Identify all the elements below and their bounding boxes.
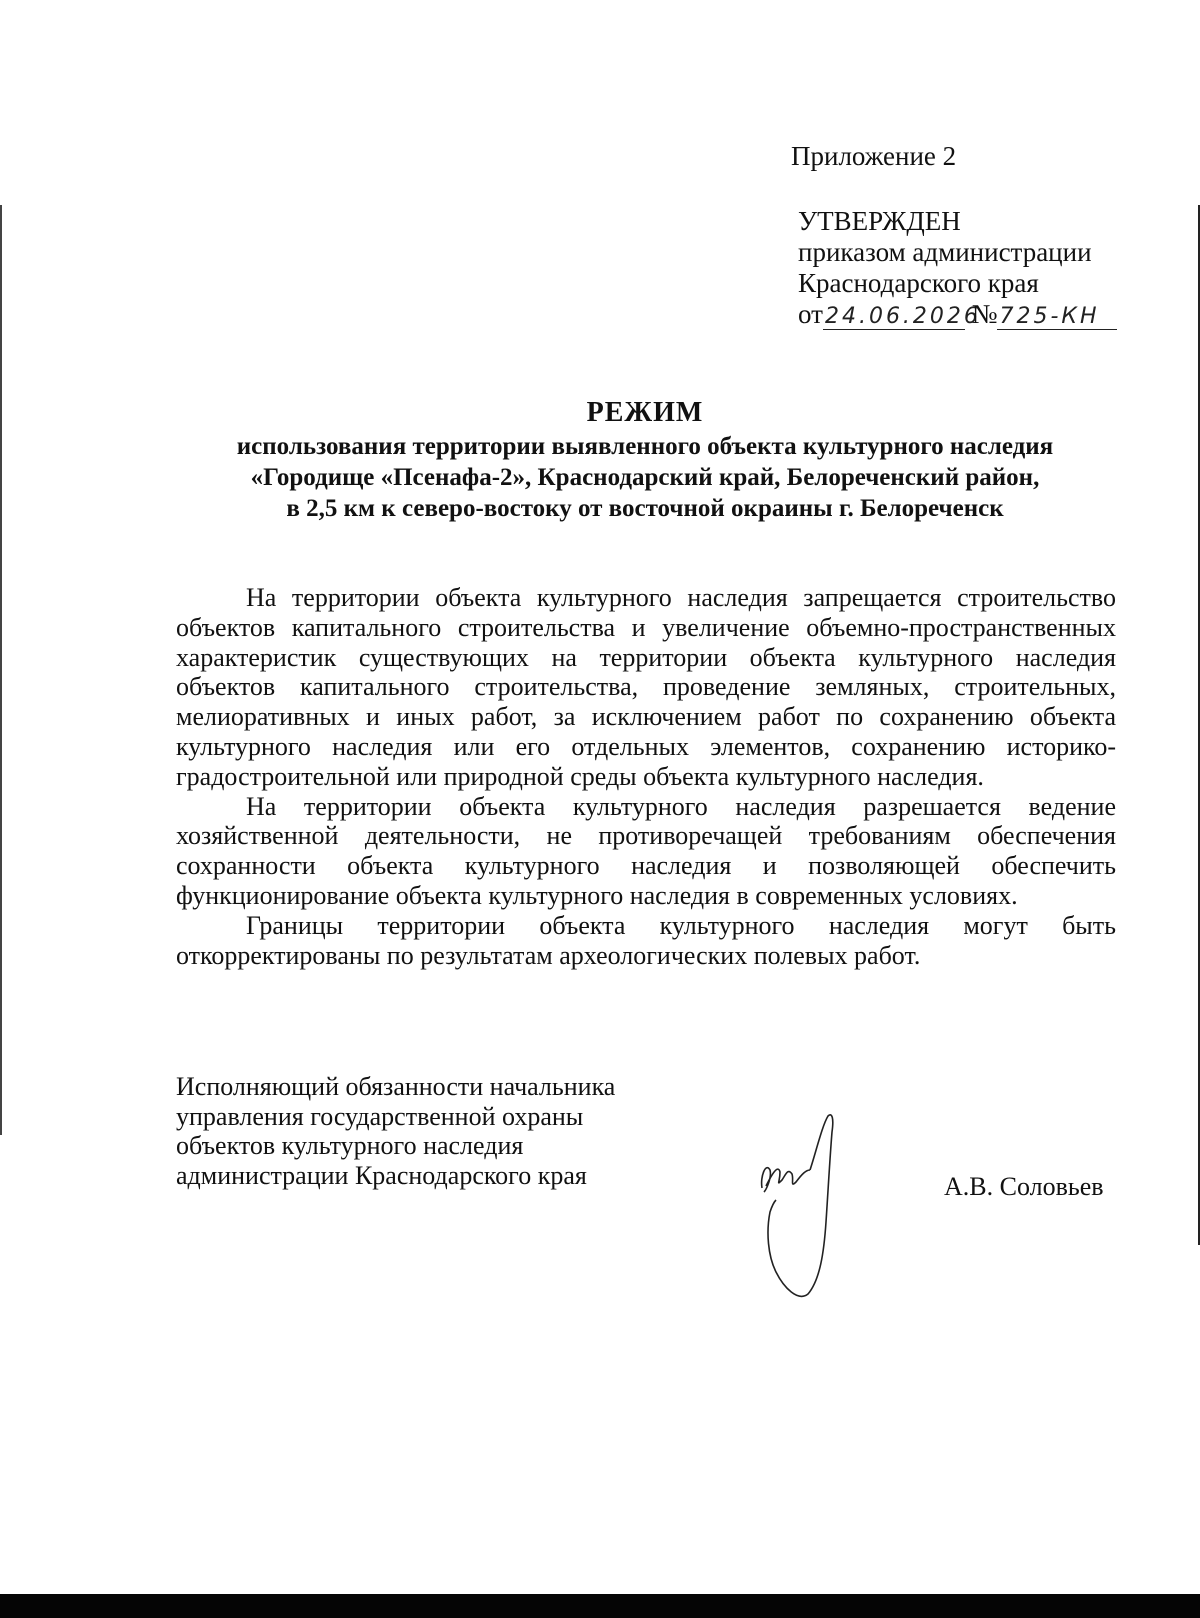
handwritten-number: 725-КН: [997, 305, 1117, 330]
document-title: [170, 395, 1120, 524]
body-paragraph-2: На территории объекта культурного наследия разрешается ведение хозяйственной деятельности, не противоречащей требованиям обеспечения сохранности объекта культурного наследия и позволяющей обеспечить функционирование объекта культурного наследия в современных условиях.: [176, 791, 1116, 910]
scan-edge-left: [0, 205, 2, 1135]
appendix-label: Приложение 2: [791, 141, 957, 171]
title-sub-line-3: в 2,5 км к северо-востоку от восточной окраины г. Белореченск: [286, 495, 1004, 522]
title-subtitle: [170, 431, 1120, 524]
signer-position-line-2: управления государственной охраны: [176, 1101, 584, 1131]
title-main: РЕЖИМ: [586, 397, 704, 428]
title-sub-line-1: использования территории выявленного объекта культурного наследия: [236, 433, 1054, 460]
approval-line-1: приказом администрации: [798, 237, 1092, 267]
number-prefix: №: [971, 299, 998, 329]
title-sub-line-2: «Городище «Псенафа-2», Краснодарский край, Белореченский район,: [250, 464, 1040, 491]
signer-position-line-4: администрации Краснодарского края: [176, 1160, 587, 1190]
body-paragraph-3: Границы территории объекта культурного наследия могут быть откорректированы по результатам археологических полевых работ.: [176, 910, 1116, 970]
approval-date-line: [798, 299, 1117, 330]
signer-position: [176, 1072, 615, 1190]
signer-name: А.В. Соловьев: [944, 1172, 1104, 1201]
body-paragraph-1: На территории объекта культурного наследия запрещается строительство объектов капитального строительства и увеличение объемно-пространственных характеристик существующих на территории объекта культурного наследия объектов капитального строительства, проведение земляных, строительных, мелиоративных и иных работ, за исключением работ по сохранению объекта культурного наследия или его отдельных элементов, сохранению историко-градостроительной или природной среды объекта культурного наследия.: [176, 583, 1116, 791]
approval-line-2: Краснодарского края: [798, 268, 1039, 298]
handwritten-date: 24.06.2026: [824, 304, 981, 329]
scan-bottom-bar: [0, 1594, 1200, 1618]
date-prefix: от: [798, 299, 823, 329]
signer-position-line-3: объектов культурного наследия: [176, 1131, 524, 1160]
handwritten-signature: [752, 1112, 852, 1302]
approval-status: УТВЕРЖДЕН: [798, 206, 961, 236]
document-body: [176, 583, 1116, 970]
approval-block: [798, 206, 1117, 330]
signer-position-line-1: Исполняющий обязанности начальника: [176, 1072, 616, 1101]
